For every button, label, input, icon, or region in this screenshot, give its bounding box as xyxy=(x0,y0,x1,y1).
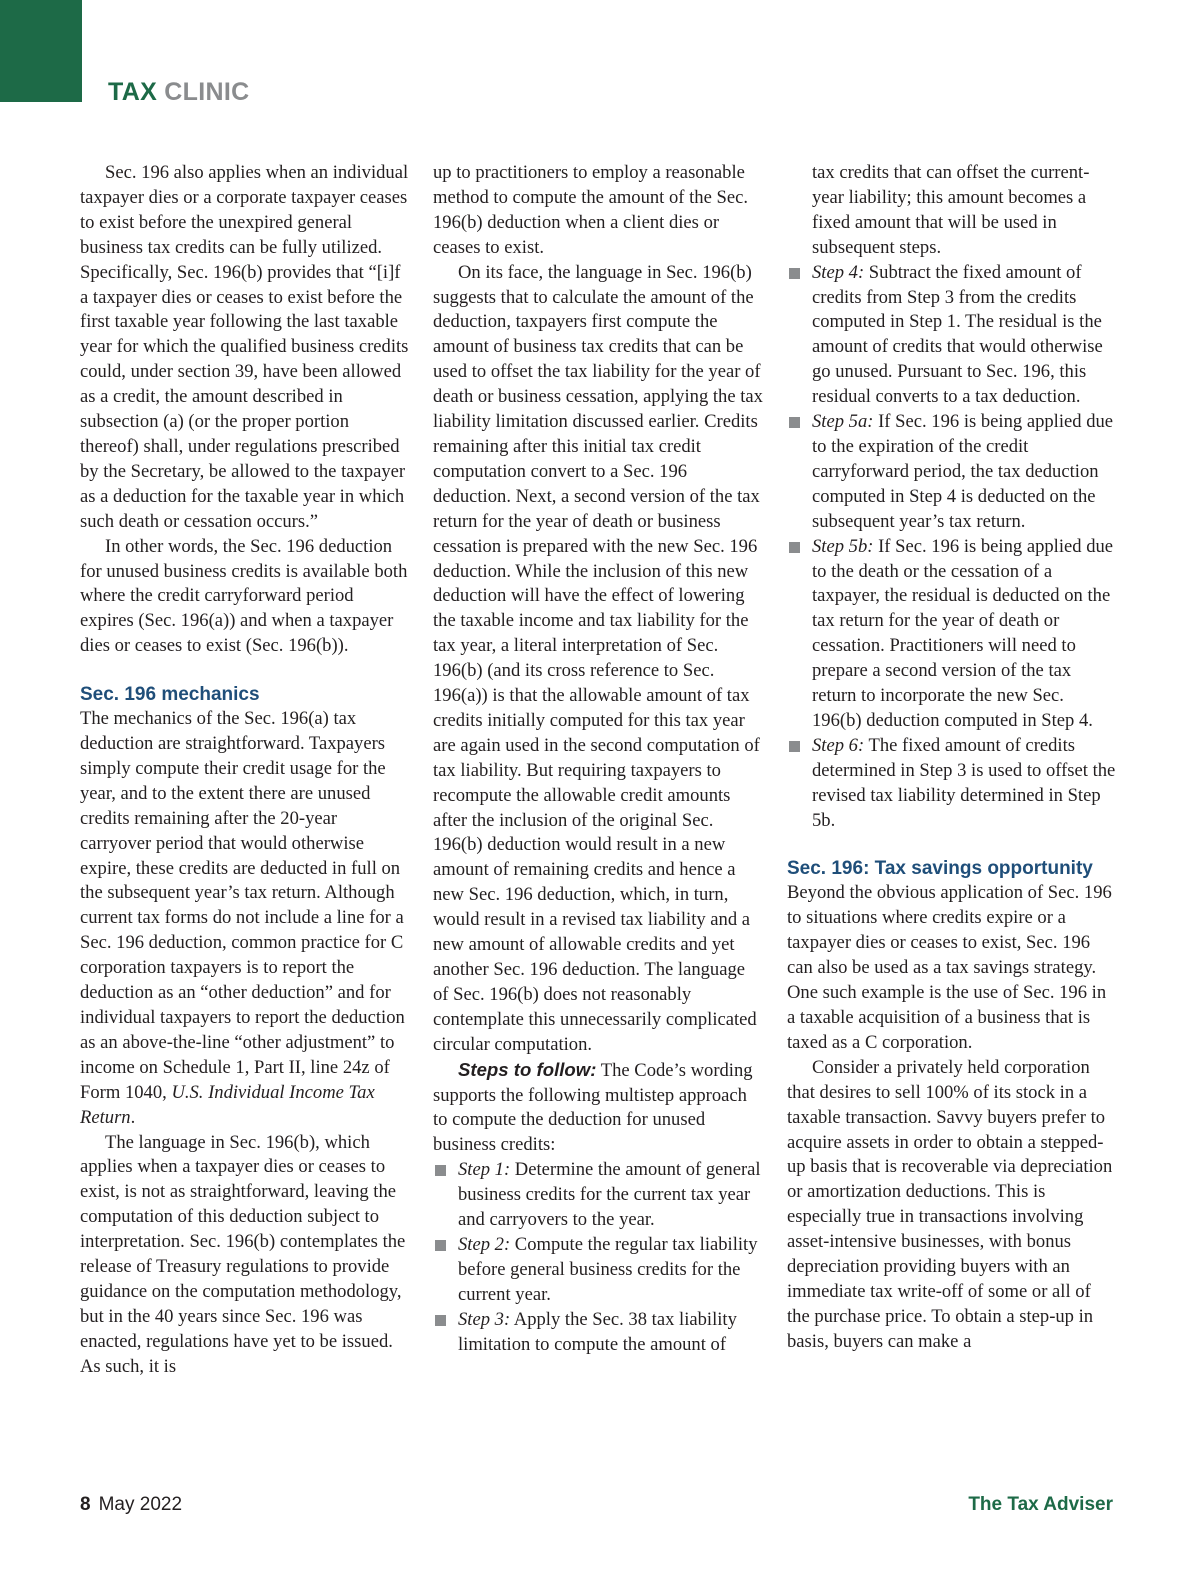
list-item xyxy=(787,535,1117,734)
body-paragraph: Sec. 196 also applies when an individual taxpayer dies or a corporate taxpayer ceases to exist before the unexpired general business tax credits can be fully utilized. Specifically, Sec. 196(b) provides that “[i]f a taxpayer dies or ceases to exist before the first taxable year following the last taxable year for which the qualified business credits could, under section 39, have been allowed as a credit, the amount described in subsection (a) (or the proper portion thereof) shall, under regulations prescribed by the Secretary, be allowed to the taxpayer as a deduction for the taxable year in which such death or cessation occurs.” xyxy=(80,162,409,532)
column-2 xyxy=(433,161,763,1358)
square-bullet-icon xyxy=(435,1240,446,1251)
section-label-tax: TAX xyxy=(108,78,158,106)
step-label: Step 5a: xyxy=(812,411,874,433)
square-bullet-icon xyxy=(435,1165,446,1176)
column-3 xyxy=(787,161,1117,1355)
body-paragraph: up to practitioners to employ a reasonable method to compute the amount of the Sec. 196(b) deduction when a client dies or ceases to exist. xyxy=(433,162,748,258)
paragraph-text: The mechanics of the Sec. 196(a) tax deduction are straightforward. Taxpayers simply compute their credit usage for the year, and to the extent there are unused credits remaining after the 20-year carryover period that would otherwise expire, these credits are deducted in full on the subsequent year’s tax return. Although current tax forms do not include a line for a Sec. 196 deduction, common practice for C corporation taxpayers is to report the deduction as an “other deduction” and for individual taxpayers to report the deduction as an above-the-line “other adjustment” to income on Schedule 1, Part II, line 24z of Form 1040, xyxy=(80,708,405,1103)
square-bullet-icon xyxy=(789,542,800,553)
body-paragraph xyxy=(80,707,410,1130)
body-paragraph: Consider a privately held corporation that desires to sell 100% of its stock in a taxable transaction. Savvy buyers prefer to acquire assets in order to obtain a stepped-up basis that is recoverable via depreciation or amortization deductions. This is especially true in transactions involving asset-intensive businesses, with bonus depreciation providing buyers with an immediate tax write-off of some or all of the purchase price. To obtain a step-up in basis, buyers can make a xyxy=(787,1056,1113,1352)
list-item xyxy=(787,410,1117,535)
square-bullet-icon xyxy=(789,268,800,279)
step-text: If Sec. 196 is being applied due to the death or the cessation of a taxpayer, the residual is deducted on the tax return for the year of death or cessation. Practitioners will need to prepare a second version of the tax return to incorporate the new Sec. 196(b) deduction computed in Step 4. xyxy=(812,535,1114,731)
run-in-heading: Steps to follow: xyxy=(458,1058,597,1080)
paragraph-text: The Code’s wording supports the following multistep approach to compute the deduction for unused business credits: xyxy=(433,1059,753,1156)
body-paragraph xyxy=(433,1058,763,1159)
step-text: Determine the amount of general business credits for the current tax year and carryovers to the year. xyxy=(458,1159,761,1231)
list-item xyxy=(433,1158,763,1233)
step-label: Step 5b: xyxy=(812,535,874,557)
steps-list-continued xyxy=(787,161,1117,833)
step-label: Step 6: xyxy=(812,734,865,756)
step-text: Subtract the fixed amount of credits from Step 3 from the credits computed in Step 1. The residual is the amount of credits that would otherwise go unused. Pursuant to Sec. 196, this residual converts to a tax deduction. xyxy=(812,261,1103,408)
page-number: 8 xyxy=(80,1494,91,1515)
body-paragraph: Beyond the obvious application of Sec. 196 to situations where credits expire or a taxpayer dies or ceases to exist, Sec. 196 can also be used as a tax savings strategy. One such example is the use of Sec. 196 in a taxable acquisition of a business that is taxed as a C corporation. xyxy=(787,882,1112,1053)
step-text: If Sec. 196 is being applied due to the expiration of the credit carryforward period, the tax deduction computed in Step 4 is deducted on the subsequent year’s tax return. xyxy=(812,411,1114,532)
step-text: tax credits that can offset the current-year liability; this amount becomes a fixed amount that will be used in subsequent steps. xyxy=(812,162,1090,258)
paragraph-text: . xyxy=(130,1106,136,1128)
step-label: Step 4: xyxy=(812,261,865,283)
section-heading-mechanics: Sec. 196 mechanics xyxy=(80,684,260,706)
body-paragraph: In other words, the Sec. 196 deduction for unused business credits is available both where the credit carryforward period expires (Sec. 196(a)) and when a taxpayer dies or ceases to exist (Sec. 196(b)). xyxy=(80,535,408,657)
issue-date: May 2022 xyxy=(98,1494,183,1515)
section-label xyxy=(108,78,249,107)
step-text: Compute the regular tax liability before general business credits for the current year. xyxy=(458,1233,758,1305)
section-label-clinic: CLINIC xyxy=(164,78,250,106)
square-bullet-icon xyxy=(789,417,800,428)
form-title: U.S. Individual Income Tax Return xyxy=(80,1081,375,1128)
square-bullet-icon xyxy=(435,1315,446,1326)
steps-list xyxy=(433,1158,763,1357)
section-heading-tax-savings: Sec. 196: Tax savings opportunity xyxy=(787,858,1093,880)
list-item xyxy=(787,161,1117,261)
step-text: The fixed amount of credits determined in Step 3 is used to offset the revised tax liability determined in Step 5b. xyxy=(812,734,1116,831)
list-item xyxy=(433,1233,763,1308)
header-color-block xyxy=(0,0,82,102)
body-paragraph: On its face, the language in Sec. 196(b) suggests that to calculate the amount of the deduction, taxpayers first compute the amount of business tax credits that can be used to offset the tax liability for the year of death or business cessation, applying the tax liability limitation discussed earlier. Credits remaining after this initial tax credit computation convert to a Sec. 196 deduction. Next, a second version of the tax return for the year of death or business cessation is prepared with the new Sec. 196 deduction. While the inclusion of this new deduction will have the effect of lowering the taxable income and tax liability for the tax year, a literal interpretation of Sec. 196(b) (and its cross reference to Sec. 196(a)) is that the allowable amount of tax credits initially computed for this tax year are again used in the second computation of tax liability. But requiring taxpayers to recompute the allowable credit amounts after the inclusion of the original Sec. 196(b) deduction would result in a new amount of remaining credits and hence a new Sec. 196 deduction, which, in turn, would result in a revised tax liability and a new amount of allowable credits and yet another Sec. 196 deduction. The language of Sec. 196(b) does not reasonably contemplate this unnecessarily complicated circular computation. xyxy=(433,261,763,1055)
step-text: Apply the Sec. 38 tax liability limitation to compute the amount of xyxy=(458,1308,737,1355)
list-item xyxy=(433,1308,763,1358)
step-label: Step 3: xyxy=(458,1308,511,1330)
list-item xyxy=(787,261,1117,410)
publication-name: The Tax Adviser xyxy=(968,1494,1113,1515)
list-item xyxy=(787,734,1117,834)
square-bullet-icon xyxy=(789,741,800,752)
step-label: Step 2: xyxy=(458,1233,511,1255)
body-paragraph: The language in Sec. 196(b), which applies when a taxpayer dies or ceases to exist, is not as straightforward, leaving the computation of this deduction subject to interpretation. Sec. 196(b) contemplates the release of Treasury regulations to provide guidance on the computation methodology, but in the 40 years since Sec. 196 was enacted, regulations have yet to be issued. As such, it is xyxy=(80,1131,406,1377)
step-label: Step 1: xyxy=(458,1159,511,1181)
column-1 xyxy=(80,161,410,1380)
footer-folio xyxy=(80,1494,182,1516)
